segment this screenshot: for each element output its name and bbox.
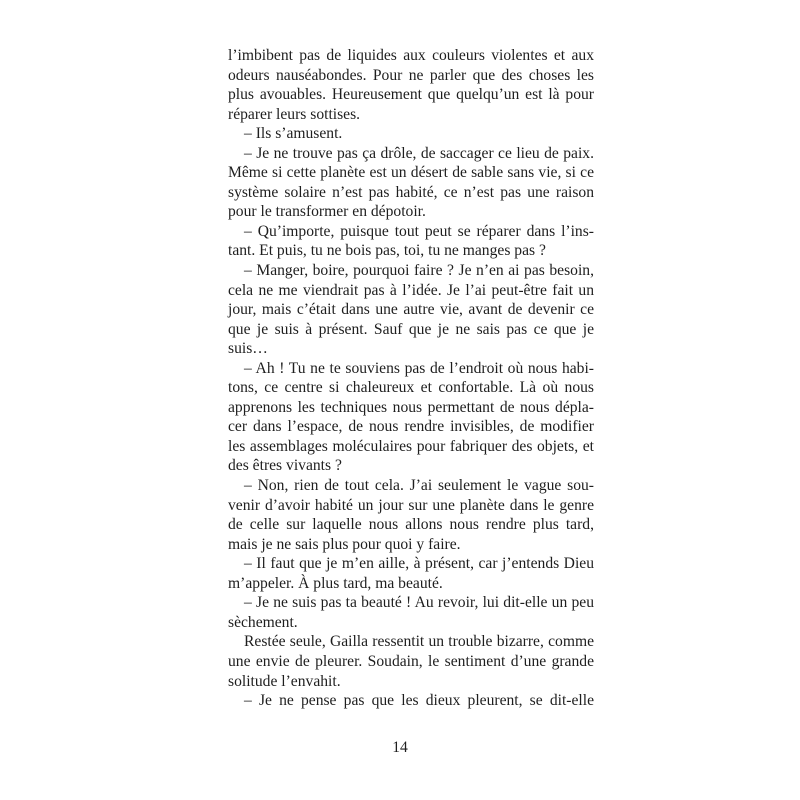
page-number: 14 (392, 739, 408, 756)
paragraph: – Ah ! Tu ne te souviens pas de l’endroit où nous habi-tons, ce centre si chaleureux et confortable. Là où nous apprenons les techniques nous permettant de nous dépla-cer dans l’espace, de nous rendre invisibles, de modifier les assemblages moléculaires pour fabriquer des objets, et des êtres vivants ? (228, 359, 594, 475)
paragraph: – Manger, boire, pourquoi faire ? Je n’en ai pas besoin, cela ne me viendrait pas à l’idée. Je l’ai peut-être fait un jour, mais c’était dans une autre vie, avant de devenir ce que je suis à présent. Sauf que je ne sais pas ce que je suis… (228, 262, 594, 358)
page-body-text (228, 46, 594, 711)
paragraph: – Je ne pense pas que les dieux pleurent, se dit-elle (244, 692, 594, 710)
paragraph: – Je ne trouve pas ça drôle, de saccager ce lieu de paix. Même si cette planète est un désert de sable sans vie, si ce système solaire n’est pas habité, ce n’est pas une raison pour le transformer en dépotoir. (228, 144, 594, 221)
paragraph: – Qu’importe, puisque tout peut se réparer dans l’ins-tant. Et puis, tu ne bois pas, toi, tu ne manges pas ? (228, 222, 594, 260)
paragraph: – Il faut que je m’en aille, à présent, car j’entends Dieu m’appeler. À plus tard, ma beauté. (228, 555, 594, 592)
paragraph: – Ils s’amusent. (244, 125, 343, 143)
paragraph: l’imbibent pas de liquides aux couleurs violentes et aux odeurs nauséabondes. Pour ne parler que des choses les plus avouables. Heureusement que quelqu’un est là pour réparer leurs sottises. (228, 47, 594, 123)
paragraph: – Non, rien de tout cela. J’ai seulement le vague sou-venir d’avoir habité un jour sur une planète dans le genre de celle sur laquelle nous allons nous rendre plus tard, mais je ne sais plus pour quoi y faire. (228, 477, 594, 553)
paragraph: – Je ne suis pas ta beauté ! Au revoir, lui dit-elle un peu sèchement. (228, 594, 594, 631)
paragraph: Restée seule, Gailla ressentit un trouble bizarre, comme une envie de pleurer. Soudain, le sentiment d’une grande solitude l’envahit. (228, 633, 594, 690)
